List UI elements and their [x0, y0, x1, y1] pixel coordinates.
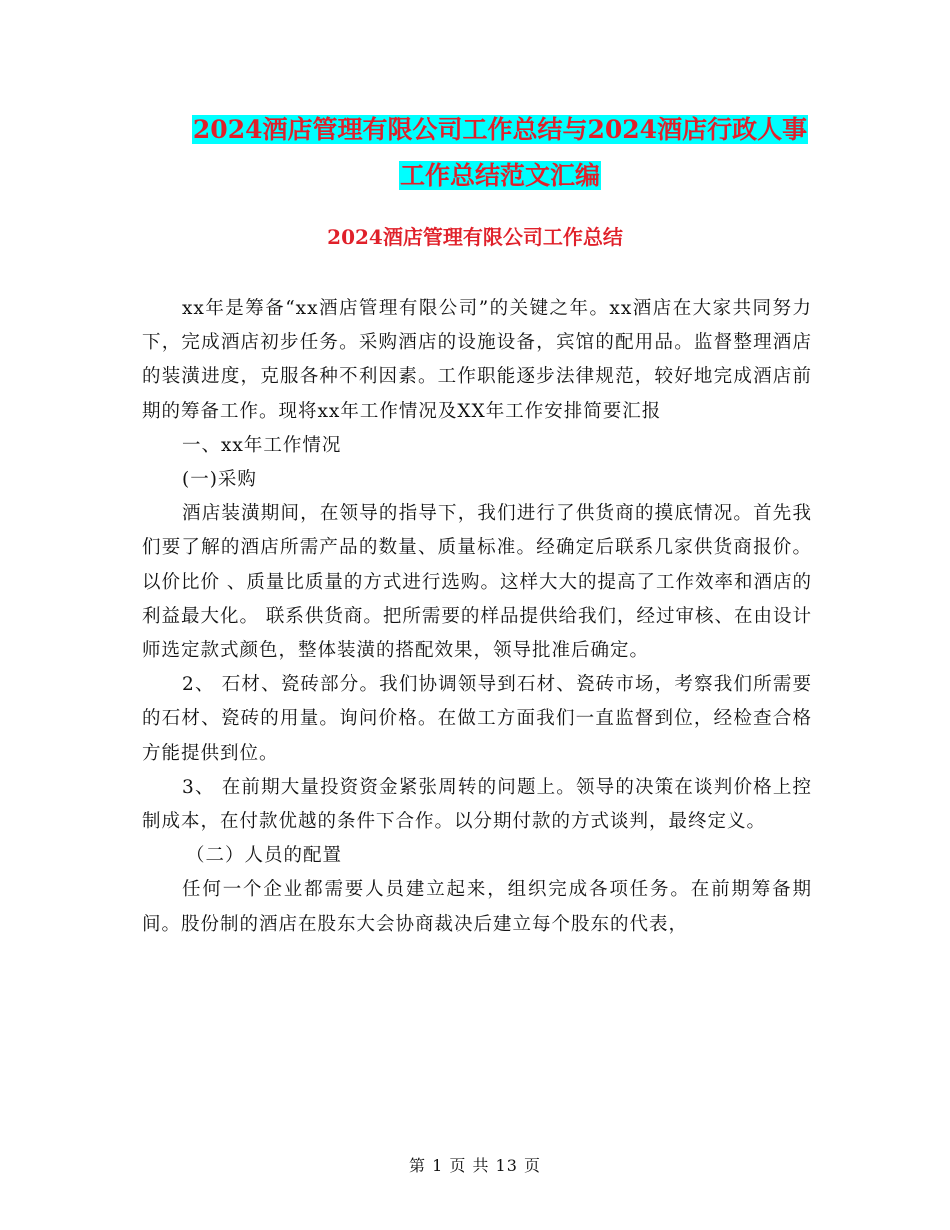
- title-line2-text: 工作总结范文汇编: [399, 161, 600, 190]
- heading-procurement: (一)采购: [182, 469, 257, 491]
- paragraph-intro: xx年是筹备“xx酒店管理有限公司”的关键之年。xx酒店在大家共同努力下，完成酒店初步任务。采购酒店的设施设备，宾馆的配用品。监督整理酒店的装潢进度，克服各种不利因素。工作职能逐步法律规范，较好地完成酒店前期的筹备工作。现将xx年工作情况及XX年工作安排简要汇报: [142, 298, 812, 422]
- paragraph-staffing: 任何一个企业都需要人员建立起来，组织完成各项任务。在前期筹备期间。股份制的酒店在股东大会协商裁决后建立每个股东的代表，: [142, 879, 812, 935]
- title-line1-text: 2024酒店管理有限公司工作总结与2024酒店行政人事: [192, 115, 808, 144]
- paragraph-stone-tiles: 2、 石材、瓷砖部分。我们协调领导到石材、瓷砖市场，考察我们所需要的石材、瓷砖的用量。询问价格。在做工方面我们一直监督到位，经检查合格方能提供到位。: [142, 674, 812, 764]
- document-title-line2: [140, 156, 860, 196]
- section-title: 2024酒店管理有限公司工作总结: [327, 225, 623, 249]
- page-footer: 第 1 页 共 13 页: [409, 1156, 541, 1175]
- paragraph-funding: 3、 在前期大量投资资金紧张周转的问题上。领导的决策在谈判价格上控制成本，在付款优越的条件下合作。以分期付款的方式谈判，最终定义。: [142, 776, 812, 833]
- document-title-line1: [140, 110, 860, 150]
- document-body: [142, 292, 812, 942]
- heading-work-status: 一、xx年工作情况: [182, 434, 342, 456]
- paragraph-procurement: 酒店装潢期间，在领导的指导下，我们进行了供货商的摸底情况。首先我们要了解的酒店所需产品的数量、质量标准。经确定后联系几家供货商报价。以价比价 、质量比质量的方式进行选购。这样大大的提高了工作效率和酒店的利益最大化。 联系供货商。把所需要的样品提供给我们，经过审核、在由设计师选定款式颜色，整体装潢的搭配效果，领导批准后确定。: [142, 503, 812, 662]
- heading-staffing: （二）人员的配置: [186, 845, 343, 867]
